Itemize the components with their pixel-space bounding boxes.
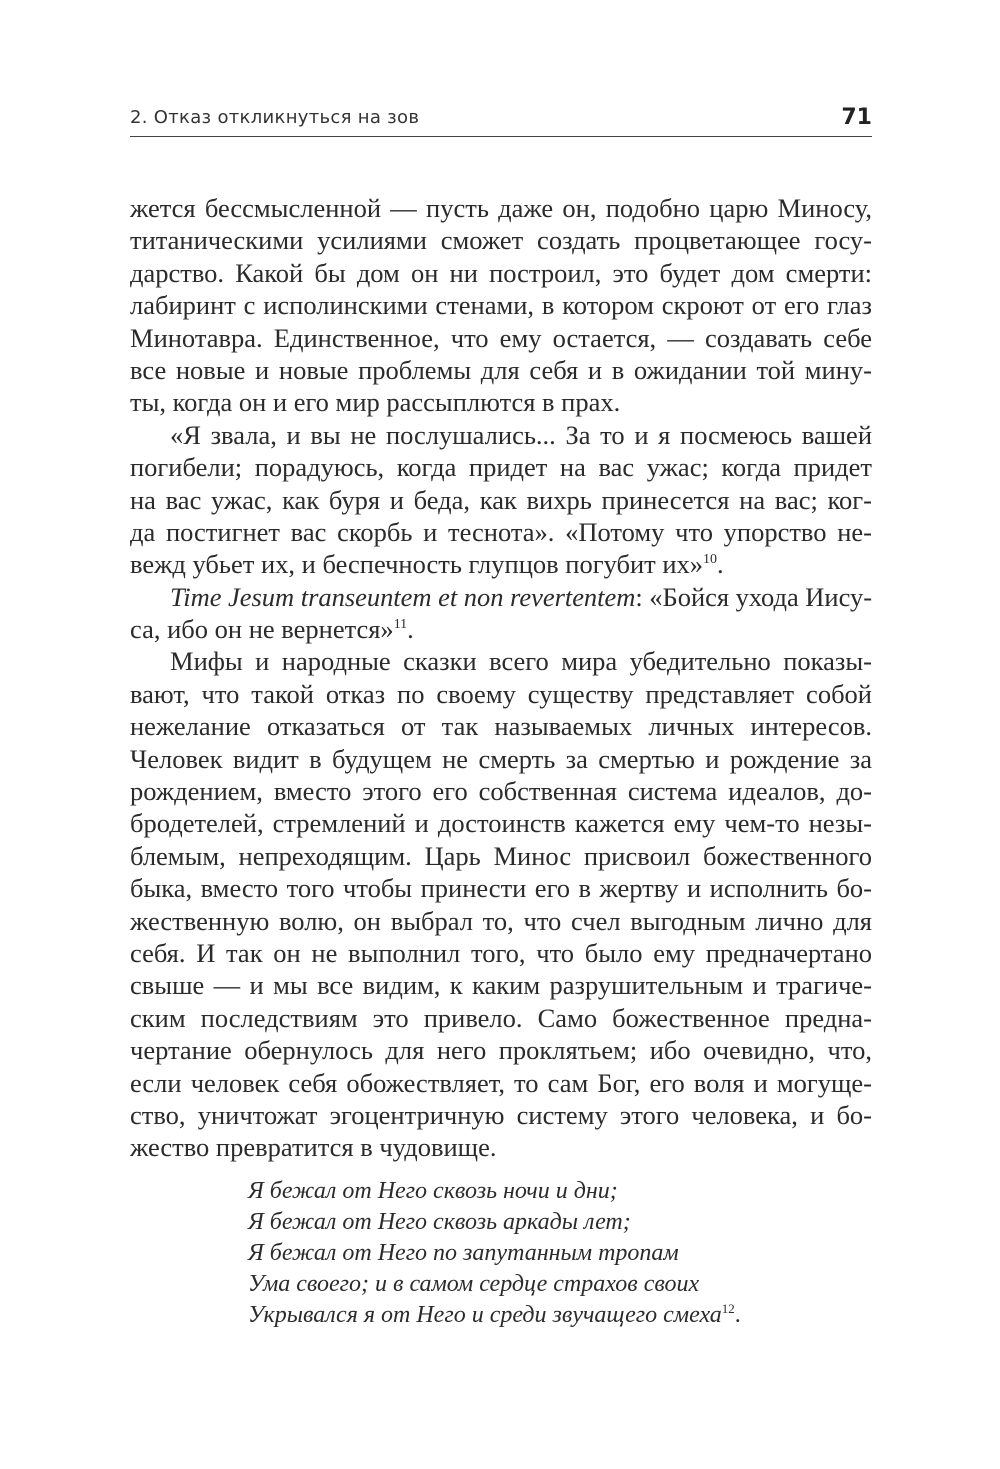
text-line: погибели; порадуюсь, когда придет на вас ужас; когда придет: [130, 452, 872, 483]
text-line: жется бессмысленной — пусть даже он, подобно царю Миносу,: [130, 193, 872, 223]
text-line: ство, уничтожат эгоцентричную систему этого человека, и бо-: [130, 1099, 872, 1130]
text-line: са, ибо он не вернется»: [130, 614, 394, 645]
punctuation: .: [717, 549, 724, 580]
punctuation: .: [407, 614, 414, 645]
poem-line: Я бежал от Него по запутанным тропам: [248, 1240, 679, 1266]
running-head: [130, 96, 872, 137]
text-line: Человек видит в будущем не смерть за смертью и рождение за: [130, 743, 872, 774]
text-line: вают, что такой отказ по своему существу представляет собой: [130, 678, 872, 709]
footnote-ref: 10: [703, 552, 718, 568]
poem-quote: [248, 1176, 741, 1331]
text-line: если человек себя обожествляет, то сам Бог, его воля и могуще-: [130, 1067, 872, 1098]
text-line: дарство. Какой бы дом он ни построил, это будет дом смерти:: [130, 257, 872, 288]
text-line: бродетелей, стремлений и достоинств кажется ему чем-то незы-: [130, 808, 872, 839]
text-line: ты, когда он и его мир рассыплются в прах.: [130, 387, 621, 418]
text-line: да постигнет вас скорбь и теснота». «Потому что упорство не-: [130, 516, 872, 547]
poem-line: Ума своего; и в самом сердце страхов своих: [248, 1271, 700, 1297]
text-line: жество превратится в чудовище.: [130, 1132, 497, 1163]
poem-line: Я бежал от Него сквозь ночи и дни;: [248, 1178, 618, 1204]
poem-line-with-footnote: [248, 1300, 741, 1331]
text-line: на вас ужас, как буря и беда, как вихрь принесется на вас; ког-: [130, 484, 872, 515]
text-line: жественную волю, он выбрал то, что счел выгодным лично для: [130, 905, 872, 936]
chapter-running-title: 2. Отказ откликнуться на зов: [130, 107, 420, 128]
text-line: себя. И так он не выполнил того, что было ему предначертано: [130, 937, 872, 968]
text-line: блемым, непреходящим. Царь Минос присвоил божественного: [130, 840, 872, 871]
latin-quote-line: [130, 581, 872, 613]
text-line: все новые и новые проблемы для себя и в ожидании той мину-: [130, 354, 872, 385]
punctuation: .: [734, 1302, 741, 1328]
latin-translation: : «Бойся ухода Иису-: [635, 581, 872, 612]
text-line: чертание обернулось для него проклятьем; ибо очевидно, что,: [130, 1035, 872, 1066]
text-line: рождением, вместо этого его собственная система идеалов, до-: [130, 776, 872, 807]
poem-line: Укрывался я от Него и среди звучащего смеха: [248, 1302, 722, 1328]
text-line: свыше — и мы все видим, к каким разрушительным и трагиче-: [130, 970, 872, 1001]
text-line: Мифы и народные сказки всего мира убедительно показы-: [170, 646, 872, 677]
text-line: ским последствиям это привело. Само божественное предна-: [130, 1002, 872, 1033]
text-line-with-footnote: [130, 613, 872, 645]
footnote-ref: 12: [721, 1301, 735, 1316]
text-line: «Я звала, и вы не послушались... За то и я посмеюсь вашей: [170, 419, 872, 450]
text-line-with-footnote: [130, 548, 872, 580]
footnote-ref: 11: [393, 617, 408, 633]
latin-quote: Time Jesum transeuntem et non revertentem: [170, 581, 636, 612]
page-number: 71: [841, 105, 872, 130]
text-line: вежд убьет их, и беспечность глупцов погубит их»: [130, 549, 704, 580]
body-text: [130, 192, 872, 1164]
text-line: Минотавра. Единственное, что ему остается, — создавать себе: [130, 322, 872, 353]
text-line: быка, вместо того чтобы принести его в жертву и исполнить бо-: [130, 873, 872, 904]
text-line: титаническими усилиями сможет создать процветающее госу-: [130, 225, 872, 256]
poem-line: Я бежал от Него сквозь аркады лет;: [248, 1209, 631, 1235]
text-line: лабиринт с исполинскими стенами, в котором скроют от его глаз: [130, 290, 872, 321]
text-line: нежелание отказаться от так называемых личных интересов.: [130, 711, 872, 742]
